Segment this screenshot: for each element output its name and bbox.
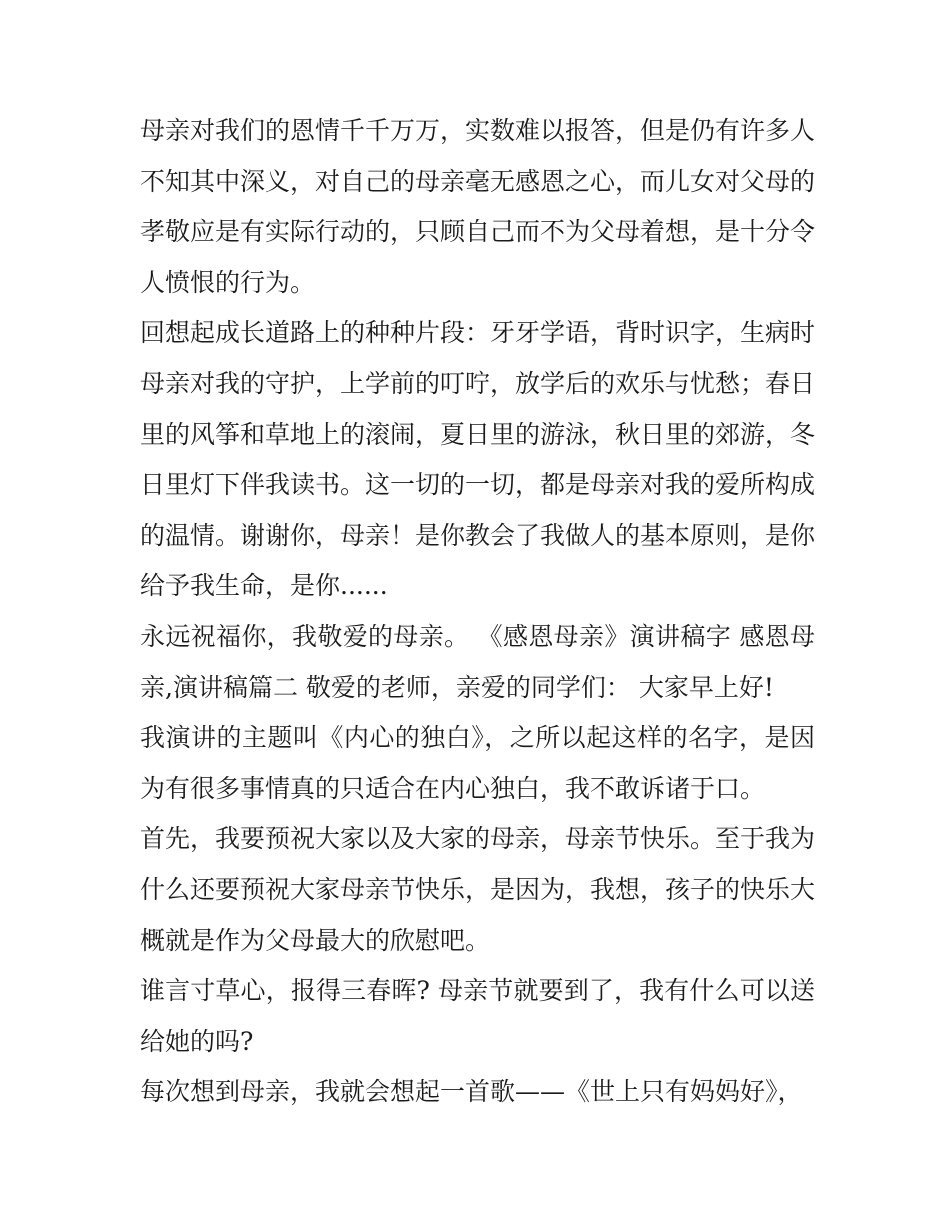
paragraph-6: 谁言寸草心，报得三春晖? 母亲节就要到了，我有什么可以送给她的吗?	[140, 976, 815, 1056]
document-body	[140, 106, 815, 1118]
paragraph-2: 回想起成长道路上的种种片段：牙牙学语，背时识字，生病时母亲对我的守护，上学前的叮咛，放学后的欢乐与忧愁；春日里的风筝和草地上的滚闹，夏日里的游泳，秋日里的郊游，冬日里灯下伴我读书。这一切的一切，都是母亲对我的爱所构成的温情。谢谢你，母亲！是你教会了我做人的基本原则，是你给予我生命，是你......	[140, 318, 816, 601]
paragraph-1: 母亲对我们的恩情千千万万，实数难以报答，但是仍有许多人不知其中深义，对自己的母亲毫无感恩之心，而儿女对父母的孝敬应是有实际行动的，只顾自己而不为父母着想，是十分令人愤恨的行为。	[140, 116, 816, 297]
paragraph-4: 我演讲的主题叫《内心的独白》，之所以起这样的名字，是因为有很多事情真的只适合在内心独白，我不敢诉诸于口。	[140, 723, 815, 803]
paragraph-5: 首先，我要预祝大家以及大家的母亲，母亲节快乐。至于我为什么还要预祝大家母亲节快乐，是因为，我想，孩子的快乐大概就是作为父母最大的欣慰吧。	[140, 824, 816, 955]
paragraph-3: 永远祝福你，我敬爱的母亲。 《感恩母亲》演讲稿字 感恩母亲,演讲稿篇二 敬爱的老师，亲爱的同学们： 大家早上好!	[140, 621, 815, 702]
paragraph-7: 每次想到母亲，我就会想起一首歌——《世上只有妈妈好》，	[140, 1077, 803, 1107]
